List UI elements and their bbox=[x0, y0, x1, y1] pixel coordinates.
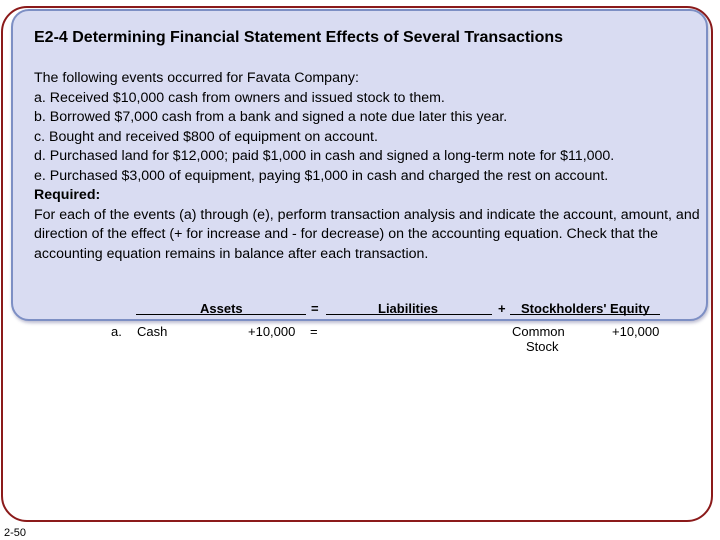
event-d: d. Purchased land for $12,000; paid $1,000 in cash and signed a long-term note for $11,000. bbox=[34, 148, 615, 164]
required-text: For each of the events (a) through (e), perform transaction analysis and indicate the account, amount, and direction of the effect (+ for increase and - for decrease) on the accounting equation. Check that the accounting equation remains in balance after each transaction. bbox=[34, 206, 700, 262]
slide-title: E2-4 Determining Financial Statement Effects of Several Transactions bbox=[34, 29, 564, 46]
plus-sign: + bbox=[498, 301, 506, 316]
row-a-equity-amount: +10,000 bbox=[612, 324, 660, 339]
row-a-equity-account-line2: Stock bbox=[526, 339, 559, 354]
event-b: b. Borrowed $7,000 cash from a bank and signed a note due later this year. bbox=[34, 109, 508, 125]
row-a-letter: a. bbox=[111, 324, 122, 339]
event-e: e. Purchased $3,000 of equipment, paying $1,000 in cash and charged the rest on account. bbox=[34, 167, 609, 184]
row-a-asset-account: Cash bbox=[137, 324, 168, 339]
assets-header: Assets bbox=[200, 301, 243, 316]
equity-header: Stockholders' Equity bbox=[521, 301, 650, 316]
row-a-equity-account-line1: Common bbox=[512, 324, 565, 339]
row-a-equals: = bbox=[310, 324, 318, 339]
row-a-asset-amount: +10,000 bbox=[248, 324, 296, 339]
required-label: Required: bbox=[34, 187, 101, 203]
equals-sign: = bbox=[311, 301, 319, 316]
page-number: 2-50 bbox=[4, 527, 27, 539]
liabilities-header: Liabilities bbox=[378, 301, 438, 316]
problem-text bbox=[34, 69, 704, 264]
event-a: a. Received $10,000 cash from owners and issued stock to them. bbox=[34, 89, 445, 106]
event-c: c. Bought and received $800 of equipment on account. bbox=[34, 128, 378, 145]
intro-line: The following events occurred for Favata Company: bbox=[34, 70, 359, 86]
